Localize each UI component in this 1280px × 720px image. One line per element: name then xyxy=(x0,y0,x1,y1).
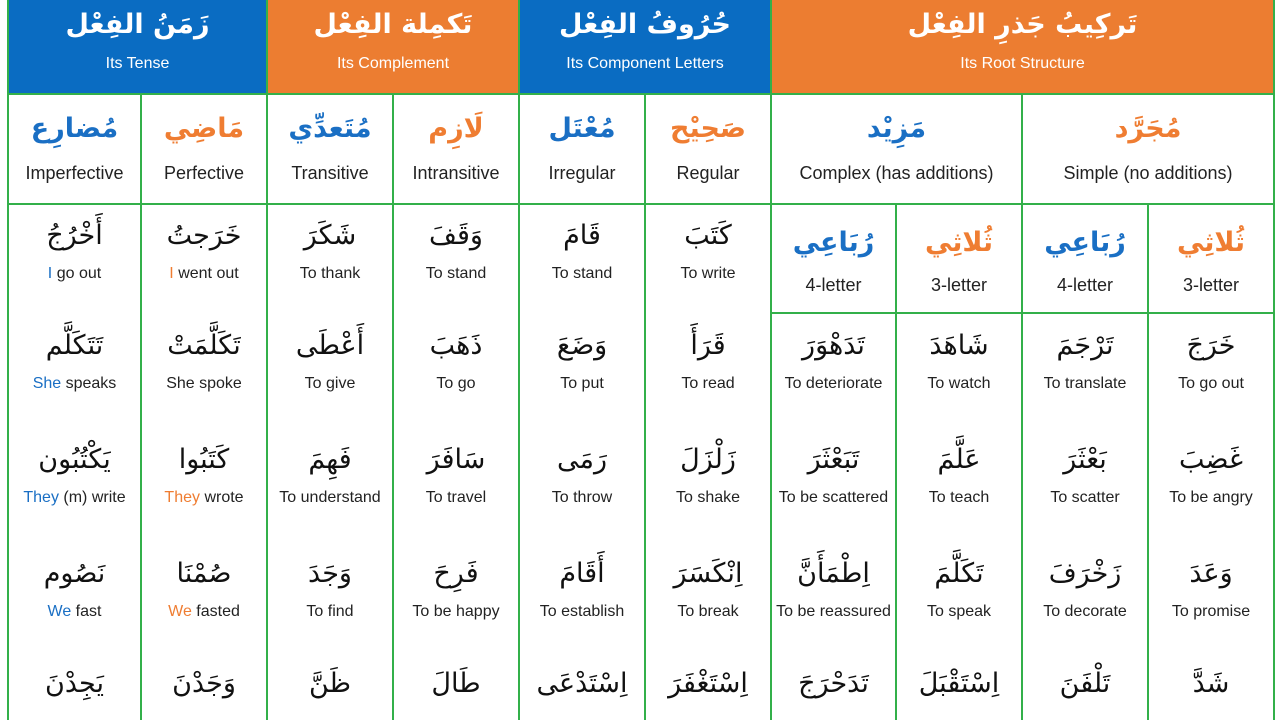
word-entry xyxy=(141,328,267,395)
meaning-rest: (m) write xyxy=(58,489,126,506)
word-entry xyxy=(771,666,896,702)
arabic-verb: اِسْتَدْعَى xyxy=(536,668,628,699)
arabic-verb: بَعْثَرَ xyxy=(1063,444,1107,475)
english-meaning: To promise xyxy=(1171,603,1251,620)
arabic-verb: سَافَرَ xyxy=(426,444,486,475)
arabic-verb: خَرَجتُ xyxy=(166,220,242,251)
subheader-arabic: صَحِيْح xyxy=(669,113,747,144)
root-subheader-arabic: رُبَاعِي xyxy=(1044,227,1126,258)
subheader-arabic: لَازِم xyxy=(428,113,484,144)
header-english: Its Tense xyxy=(105,55,170,72)
subheader-arabic: مُتَعدِّي xyxy=(288,113,372,144)
subheader-arabic: مُضارِع xyxy=(30,113,119,144)
arabic-verb: غَضِبَ xyxy=(1178,444,1244,475)
grid-line-header-bottom xyxy=(8,93,1274,95)
word-entry xyxy=(771,556,896,623)
word-entry xyxy=(645,218,771,285)
pronoun-highlight: I xyxy=(169,265,174,282)
grid-line-col xyxy=(392,94,394,720)
word-entry xyxy=(771,328,896,395)
arabic-verb: خَرَجَ xyxy=(1186,330,1236,361)
english-meaning: To read xyxy=(681,375,735,392)
pronoun-highlight: We xyxy=(168,603,192,620)
english-meaning: To thank xyxy=(299,265,361,282)
pronoun-highlight: They xyxy=(164,489,200,506)
word-entry xyxy=(896,556,1022,623)
word-entry xyxy=(8,218,141,285)
column-complex-4 xyxy=(771,0,896,720)
grid-line-group xyxy=(770,0,772,720)
word-entry xyxy=(645,328,771,395)
word-entry xyxy=(1022,328,1148,395)
column-simple-4 xyxy=(1022,0,1148,720)
english-meaning: To travel xyxy=(425,489,487,506)
column-simple-3 xyxy=(1148,0,1274,720)
arabic-verb: اِنْكَسَرَ xyxy=(673,558,743,589)
column-regular xyxy=(645,0,771,720)
english-meaning xyxy=(141,486,267,509)
english-meaning xyxy=(8,600,141,623)
arabic-verb: تَرْجَمَ xyxy=(1056,330,1114,361)
word-entry xyxy=(8,328,141,395)
english-meaning: To decorate xyxy=(1043,603,1127,620)
word-entry xyxy=(519,442,645,509)
arabic-verb: تَبَعْثَرَ xyxy=(807,444,860,475)
subheader-english: Transitive xyxy=(291,163,369,183)
column-perfective xyxy=(141,0,267,720)
grid-line-root-sub-bottom xyxy=(771,312,1274,314)
arabic-verb: شَاهَدَ xyxy=(929,330,989,361)
arabic-verb: تَكَلَّمَتْ xyxy=(167,330,241,361)
subheader-arabic: مَاضِي xyxy=(163,113,245,144)
english-meaning: To deteriorate xyxy=(784,375,883,392)
pronoun-highlight: She xyxy=(32,375,62,392)
root-subheader-arabic: ثُلاثِي xyxy=(924,227,994,258)
english-meaning xyxy=(8,486,141,509)
arabic-verb: اِسْتَقْبَلَ xyxy=(918,668,1000,699)
pronoun-highlight: I xyxy=(47,265,53,282)
arabic-verb: قَرَأَ xyxy=(690,330,726,361)
header-english: Its Complement xyxy=(336,55,450,72)
english-meaning: To teach xyxy=(928,489,990,506)
meaning-rest: wrote xyxy=(200,489,244,506)
word-entry xyxy=(1148,666,1274,702)
grid-line-left xyxy=(7,0,9,720)
word-entry xyxy=(519,666,645,702)
arabic-verb: زَخْرَفَ xyxy=(1048,558,1122,589)
column-intransitive xyxy=(393,0,519,720)
arabic-verb: وَضَعَ xyxy=(556,330,608,361)
arabic-verb: كَتَبَ xyxy=(684,220,732,251)
word-entry xyxy=(1022,442,1148,509)
arabic-verb: تَلْفَنَ xyxy=(1059,668,1111,699)
word-entry xyxy=(896,328,1022,395)
arabic-verb: وَجَدَ xyxy=(308,558,352,589)
grid-line-col xyxy=(140,94,142,720)
english-meaning: To throw xyxy=(551,489,613,506)
meaning-rest: went out xyxy=(173,265,239,282)
word-entry xyxy=(267,666,393,702)
english-meaning: To write xyxy=(680,265,736,282)
english-meaning: To go out xyxy=(1178,375,1244,392)
arabic-verb: زَلْزَلَ xyxy=(680,444,736,475)
arabic-verb: فَرِحَ xyxy=(433,558,479,589)
column-transitive xyxy=(267,0,393,720)
english-meaning: To scatter xyxy=(1050,489,1120,506)
arabic-verb: وَجَدْنَ xyxy=(172,668,236,699)
word-entry xyxy=(141,218,267,285)
column-complex-3 xyxy=(896,0,1022,720)
english-meaning xyxy=(141,262,267,285)
word-entry xyxy=(519,556,645,623)
subheader-arabic: مَزِيْد xyxy=(866,113,927,144)
subheader-english: Regular xyxy=(676,163,740,183)
arabic-verb: نَصُوم xyxy=(43,558,106,589)
meaning-rest: go out xyxy=(52,265,102,282)
word-entry xyxy=(141,556,267,623)
grid-line-col xyxy=(644,94,646,720)
english-meaning: To translate xyxy=(1043,375,1127,392)
grid-line-sub-bottom xyxy=(8,203,1274,205)
subheader-english: Complex (has additions) xyxy=(799,163,994,183)
english-meaning: To understand xyxy=(279,489,381,506)
english-meaning: To be reassured xyxy=(776,603,891,620)
word-entry xyxy=(8,666,141,702)
english-meaning: To be scattered xyxy=(778,489,889,506)
word-entry xyxy=(896,442,1022,509)
word-entry xyxy=(1148,328,1274,395)
header-english: Its Root Structure xyxy=(960,55,1085,72)
word-entry xyxy=(141,666,267,702)
word-entry xyxy=(1022,666,1148,702)
root-subheader-arabic: ثُلاثِي xyxy=(1176,227,1246,258)
arabic-verb: وَقَفَ xyxy=(429,220,483,251)
subheader-english: Imperfective xyxy=(25,163,124,183)
word-entry xyxy=(1022,556,1148,623)
english-meaning: She spoke xyxy=(166,375,242,392)
subheader-english: Simple (no additions) xyxy=(1063,163,1233,183)
word-entry xyxy=(1148,556,1274,623)
root-subheader-arabic: رُبَاعِي xyxy=(792,227,875,258)
header-arabic: حُرُوفُ الفِعْل xyxy=(559,9,731,40)
word-entry xyxy=(645,666,771,702)
english-meaning: To go xyxy=(436,375,476,392)
arabic-verb: تَكَلَّمَ xyxy=(934,558,984,589)
arabic-verb: قَامَ xyxy=(563,220,601,251)
english-meaning: To watch xyxy=(927,375,991,392)
arabic-verb: اِطْمَأَنَّ xyxy=(797,558,870,589)
grid-line-col xyxy=(1021,94,1023,720)
word-entry xyxy=(141,442,267,509)
english-meaning xyxy=(8,262,141,285)
subheader-english: Intransitive xyxy=(412,163,500,183)
english-meaning: To find xyxy=(306,603,354,620)
word-entry xyxy=(1148,442,1274,509)
word-entry xyxy=(8,442,141,509)
root-subheader-english: 3-letter xyxy=(1182,275,1240,295)
arabic-verb: وَعَدَ xyxy=(1189,558,1233,589)
word-entry xyxy=(267,556,393,623)
grid-line-col xyxy=(895,204,897,720)
word-entry xyxy=(393,556,519,623)
english-meaning xyxy=(8,372,141,395)
header-english: Its Component Letters xyxy=(566,55,724,72)
arabic-verb: رَمَى xyxy=(556,444,607,475)
word-entry xyxy=(393,442,519,509)
arabic-verb: عَلَّمَ xyxy=(937,444,981,475)
subheader-arabic: مُعْتَل xyxy=(548,113,616,144)
header-arabic: تَكمِلة الفِعْل xyxy=(313,9,473,40)
word-entry xyxy=(771,442,896,509)
root-subheader-english: 3-letter xyxy=(930,275,988,295)
arabic-verb: أَخْرُجُ xyxy=(46,220,103,251)
arabic-verb: كَتَبُوا xyxy=(178,444,230,475)
arabic-verb: فَهِمَ xyxy=(308,444,352,475)
column-irregular xyxy=(519,0,645,720)
word-entry xyxy=(519,218,645,285)
arabic-verb: تَتَكَلَّم xyxy=(45,330,104,361)
arabic-verb: صُمْنَا xyxy=(176,558,232,589)
word-entry xyxy=(645,556,771,623)
arabic-verb: اِسْتَغْفَرَ xyxy=(668,668,748,699)
word-entry xyxy=(393,666,519,702)
word-entry xyxy=(267,328,393,395)
english-meaning: To break xyxy=(677,603,739,620)
pronoun-highlight: They xyxy=(23,489,59,506)
pronoun-highlight: We xyxy=(47,603,72,620)
meaning-rest: fasted xyxy=(191,603,240,620)
grid-line-group xyxy=(518,0,520,720)
column-imperfective xyxy=(8,0,141,720)
root-subheader-english: 4-letter xyxy=(1056,275,1114,295)
english-meaning: To stand xyxy=(551,265,613,282)
meaning-rest: fast xyxy=(71,603,102,620)
subheader-english: Perfective xyxy=(163,163,245,183)
english-meaning: To be angry xyxy=(1169,489,1253,506)
header-arabic: زَمَنُ الفِعْل xyxy=(65,9,210,40)
word-entry xyxy=(267,218,393,285)
arabic-verb: أَعْطَى xyxy=(295,330,365,361)
english-meaning: To stand xyxy=(425,265,487,282)
word-entry xyxy=(645,442,771,509)
arabic-verb: شَكَرَ xyxy=(303,220,357,251)
word-entry xyxy=(393,328,519,395)
meaning-rest: speaks xyxy=(61,375,117,392)
english-meaning: To speak xyxy=(926,603,992,620)
english-meaning: To put xyxy=(560,375,604,392)
grid-line-col xyxy=(1147,204,1149,720)
grid-line-group xyxy=(266,0,268,720)
arabic-verb: ذَهَبَ xyxy=(429,330,483,361)
arabic-verb: تَدَحْرَجَ xyxy=(798,668,869,699)
arabic-verb: تَدَهْوَرَ xyxy=(802,330,865,361)
word-entry xyxy=(267,442,393,509)
subheader-english: Irregular xyxy=(548,163,616,183)
arabic-verb: يَكْتُبُون xyxy=(38,444,111,475)
arabic-verb: أَقَامَ xyxy=(559,558,605,589)
subheader-arabic: مُجَرَّد xyxy=(1114,113,1182,144)
word-entry xyxy=(896,666,1022,702)
english-meaning xyxy=(141,600,267,623)
root-subheader-english: 4-letter xyxy=(805,275,862,295)
word-entry xyxy=(8,556,141,623)
word-entry xyxy=(393,218,519,285)
english-meaning: To give xyxy=(304,375,356,392)
grid-line-right xyxy=(1273,0,1275,720)
arabic-verb: يَجِدْنَ xyxy=(45,668,104,699)
english-meaning: To be happy xyxy=(412,603,500,620)
english-meaning: To shake xyxy=(675,489,741,506)
arabic-verb: طَالَ xyxy=(431,668,481,699)
arabic-verb: ظَنَّ xyxy=(308,668,352,699)
arabic-verb: شَدَّ xyxy=(1192,668,1230,699)
english-meaning: To establish xyxy=(539,603,625,620)
header-arabic: تَركِيبُ جَذرِ الفِعْل xyxy=(907,9,1138,40)
word-entry xyxy=(519,328,645,395)
